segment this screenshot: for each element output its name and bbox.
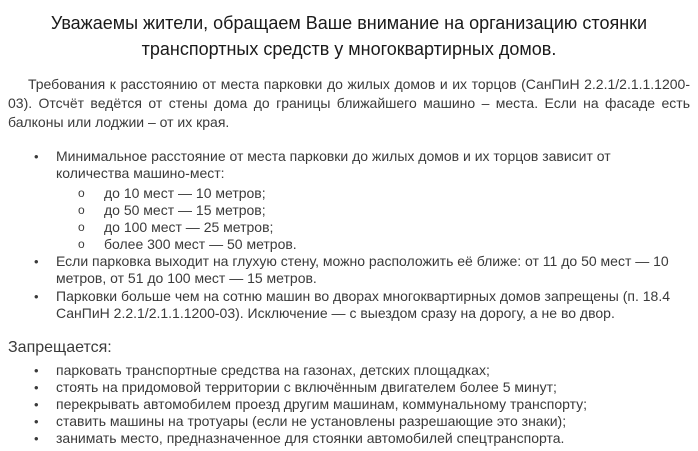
circle-bullet-icon: o (78, 203, 85, 217)
bullet-icon: • (34, 431, 39, 446)
sublist-item-text: до 10 мест — 10 метров; (104, 185, 266, 201)
list-item (0, 288, 698, 322)
circle-bullet-icon: o (78, 237, 85, 251)
list-item (0, 253, 698, 287)
sublist-item-text: до 100 мест — 25 метров; (104, 219, 274, 235)
sublist-item (56, 236, 676, 253)
list-item (0, 396, 698, 413)
distance-sublist (56, 185, 676, 253)
list-item-text: Минимальное расстояние от места парковки до жилых домов и их торцов зависит от количества машино-мест: (56, 148, 611, 181)
bullet-icon: • (34, 363, 39, 378)
sublist-item-text: до 50 мест — 15 метров; (104, 202, 266, 218)
bullet-icon: • (34, 149, 39, 164)
bullet-icon: • (34, 414, 39, 429)
list-item (0, 379, 698, 396)
list-item-text: перекрывать автомобилем проезд другим машинам, коммунальному транспорту; (56, 396, 588, 412)
requirements-list (0, 148, 698, 322)
list-item-text: Если парковка выходит на глухую стену, можно расположить её ближе: от 11 до 50 мест — 10 метров, от 51 до 100 мест — 15 метров. (56, 253, 669, 286)
list-item (0, 148, 698, 253)
notice-title (0, 10, 698, 62)
bullet-icon: • (34, 380, 39, 395)
circle-bullet-icon: o (78, 220, 85, 234)
bullet-icon: • (34, 254, 39, 269)
list-item (0, 430, 698, 447)
intro-paragraph: Требования к расстоянию от места парковки до жилых домов и их торцов (СанПиН 2.2.1/2.1.1.1200-03). Отсчёт ведётся от стены дома до границы ближайшего машино – места. Если на фасаде есть балконы или лоджии – от их края. (8, 76, 690, 130)
prohibited-heading: Запрещается: (8, 339, 112, 356)
notice-title-line-2: транспортных средств у многоквартирных домов. (141, 39, 557, 59)
bullet-icon: • (34, 289, 39, 304)
circle-bullet-icon: o (78, 186, 85, 200)
notice-title-line-1: Уважаемы жители, обращаем Ваше внимание на организацию стоянки (50, 13, 648, 33)
sublist-item (56, 185, 676, 202)
sublist-item-text: более 300 мест — 50 метров. (104, 236, 297, 252)
list-item (0, 413, 698, 430)
list-item-text: Парковки больше чем на сотню машин во дворах многоквартирных домов запрещены (п. 18.4 СанПиН 2.2.1/2.1.1.1200-03). Исключение — с выездом сразу на дорогу, а не во двор. (56, 288, 671, 321)
sublist-item (56, 219, 676, 236)
bullet-icon: • (34, 397, 39, 412)
sublist-item (56, 202, 676, 219)
list-item-text: ставить машины на тротуары (если не установлены разрешающие это знаки); (56, 413, 567, 429)
list-item-text: парковать транспортные средства на газонах, детских площадках; (56, 362, 490, 378)
prohibited-list (0, 362, 698, 447)
list-item-text: занимать место, предназначенное для стоянки автомобилей спецтранспорта. (56, 430, 565, 446)
list-item-text: стоять на придомовой территории с включённым двигателем более 5 минут; (56, 379, 557, 395)
list-item (0, 362, 698, 379)
